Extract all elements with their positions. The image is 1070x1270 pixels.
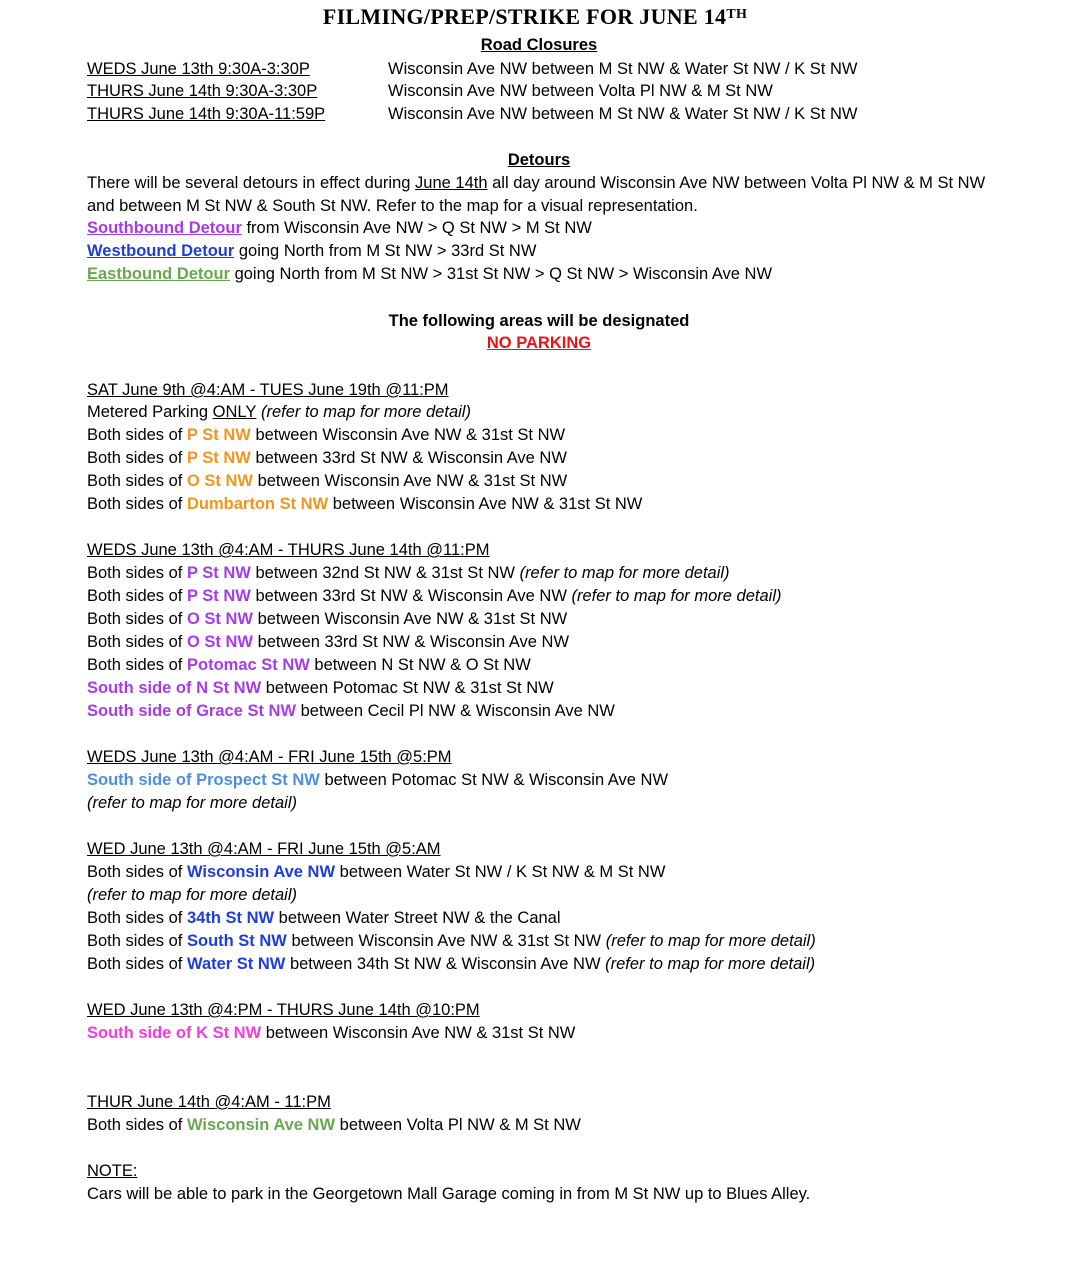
note-label: NOTE: [87,1162,138,1180]
road-closures-heading: Road Closures [480,36,598,54]
note-text: Cars will be able to park in the Georgetown Mall Garage coming in from M St NW up to Blues Alley. [87,1185,811,1203]
westbound-detour: Westbound Detour going North from M St NW > 33rd St NW [87,242,537,260]
block-date: WEDS June 13th @4:AM - THURS June 14th @11:PM [87,541,490,559]
parking-item: South side of N St NW between Potomac St NW & 31st St NW [87,679,554,697]
block-date: SAT June 9th @4:AM - TUES June 19th @11:PM [87,381,449,399]
closure-desc: Wisconsin Ave NW between Volta Pl NW & M St NW [388,82,773,100]
parking-item: Both sides of Potomac St NW between N St NW & O St NW [87,656,531,674]
parking-item: Both sides of Dumbarton St NW between Wisconsin Ave NW & 31st St NW [87,495,643,513]
no-parking-label: NO PARKING [486,334,592,352]
parking-heading: The following areas will be designated [388,312,690,330]
detours-intro: There will be several detours in effect during June 14th all day around Wisconsin Ave NW between Volta Pl NW & M St NW and between M St NW & South St NW. Refer to the map for a visual representation. [87,174,986,215]
parking-item: South side of Prospect St NW between Potomac St NW & Wisconsin Ave NW [87,771,669,789]
metered-parking-line: Metered Parking ONLY (refer to map for more detail) [87,403,471,421]
eastbound-detour: Eastbound Detour going North from M St NW > 31st St NW > Q St NW > Wisconsin Ave NW [87,265,773,283]
parking-item: Both sides of Wisconsin Ave NW between Water St NW / K St NW & M St NW [87,863,666,881]
page-title: FILMING/PREP/STRIKE FOR JUNE 14TH [322,4,748,29]
refer-note: (refer to map for more detail) [87,794,297,812]
block-date: THUR June 14th @4:AM - 11:PM [87,1093,331,1111]
parking-item: Both sides of O St NW between Wisconsin Ave NW & 31st St NW [87,610,568,628]
parking-item: Both sides of 34th St NW between Water Street NW & the Canal [87,909,561,927]
closure-date: THURS June 14th 9:30A-11:59P [87,105,326,123]
closure-date: WEDS June 13th 9:30A-3:30P [87,60,310,78]
parking-item: Both sides of P St NW between 32nd St NW & 31st St NW (refer to map for more detail) [87,564,730,582]
refer-note: (refer to map for more detail) [87,886,297,904]
parking-item: Both sides of P St NW between Wisconsin Ave NW & 31st St NW [87,426,566,444]
parking-item: Both sides of Water St NW between 34th St NW & Wisconsin Ave NW (refer to map for more detail) [87,955,816,973]
closure-date: THURS June 14th 9:30A-3:30P [87,82,318,100]
closure-desc: Wisconsin Ave NW between M St NW & Water St NW / K St NW [388,60,858,78]
westbound-detour-link[interactable]: Westbound Detour [87,242,235,260]
parking-item: Both sides of O St NW between Wisconsin Ave NW & 31st St NW [87,472,568,490]
block-date: WEDS June 13th @4:AM - FRI June 15th @5:PM [87,748,452,766]
block-date: WED June 13th @4:AM - FRI June 15th @5:AM [87,840,441,858]
parking-item: Both sides of O St NW between 33rd St NW & Wisconsin Ave NW [87,633,570,651]
parking-item: South side of K St NW between Wisconsin Ave NW & 31st St NW [87,1024,576,1042]
parking-item: South side of Grace St NW between Cecil Pl NW & Wisconsin Ave NW [87,702,615,720]
southbound-detour-link[interactable]: Southbound Detour [87,219,242,237]
detours-heading: Detours [507,151,571,169]
eastbound-detour-link[interactable]: Eastbound Detour [87,265,230,283]
block-date: WED June 13th @4:PM - THURS June 14th @10:PM [87,1001,480,1019]
parking-item: Both sides of P St NW between 33rd St NW & Wisconsin Ave NW (refer to map for more detail) [87,587,782,605]
southbound-detour: Southbound Detour from Wisconsin Ave NW > Q St NW > M St NW [87,219,592,237]
parking-item: Both sides of South St NW between Wisconsin Ave NW & 31st St NW (refer to map for more detail) [87,932,816,950]
parking-item: Both sides of P St NW between 33rd St NW & Wisconsin Ave NW [87,449,567,467]
closure-desc: Wisconsin Ave NW between M St NW & Water St NW / K St NW [388,105,858,123]
parking-item: Both sides of Wisconsin Ave NW between Volta Pl NW & M St NW [87,1116,581,1134]
